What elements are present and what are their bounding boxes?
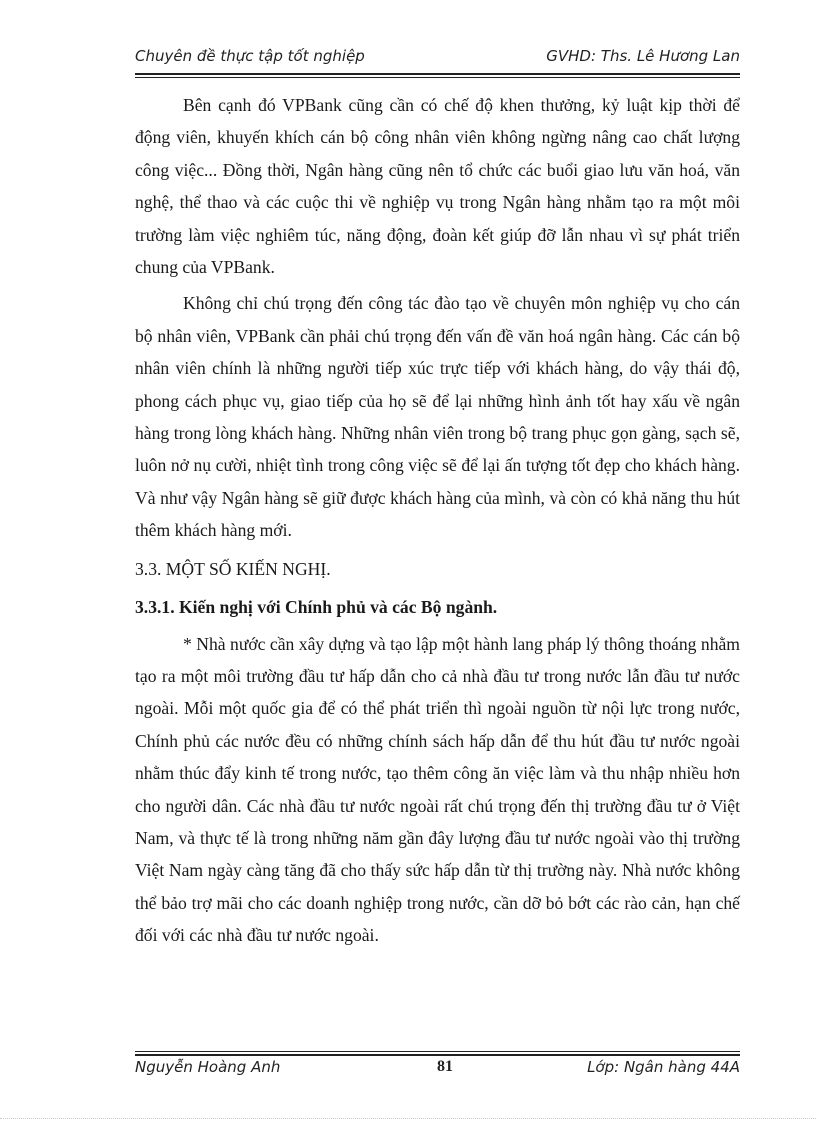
paragraph-3: * Nhà nước cần xây dựng và tạo lập một hành lang pháp lý thông thoáng nhằm tạo ra một môi trường đầu tư hấp dẫn cho cả nhà đầu tư trong nước lẫn đầu tư nước ngoài. Mỗi một quốc gia để có thể phát triển thì ngoài nguồn từ nội lực trong nước, Chính phủ các nước đều có những chính sách hấp dẫn để thu hút đầu tư nước ngoài nhằm thúc đẩy kinh tế trong nước, tạo thêm công ăn việc làm và thu nhập nhiều hơn cho người dân. Các nhà đầu tư nước ngoài rất chú trọng đến thị trường đầu tư ở Việt Nam, và thực tế là trong những năm gần đây lượng đầu tư nước ngoài vào thị trường Việt Nam ngày càng tăng đã cho thấy sức hấp dẫn từ thị trường này. Nhà nước không thể bảo trợ mãi cho các doanh nghiệp trong nước, cần dỡ bỏ bớt các rào cản, hạn chế đối với các nhà đầu tư nước ngoài. (135, 633, 740, 946)
paragraph-1: Bên cạnh đó VPBank cũng cần có chế độ khen thưởng, kỷ luật kịp thời để động viên, khuyến khích cán bộ công nhân viên không ngừng nâng cao chất lượng công việc... Đồng thời, Ngân hàng cũng nên tổ chức các buổi giao lưu văn hoá, văn nghệ, thể thao và các cuộc thi về nghiệp vụ trong Ngân hàng nhằm tạo ra một môi trường làm việc nghiêm túc, năng động, đoàn kết giúp đỡ lẫn nhau vì sự phát triển chung của VPBank. (135, 95, 740, 278)
header-rule-thin (135, 77, 740, 78)
page-body (135, 89, 740, 952)
header-rule-thick (135, 73, 740, 75)
page-edge-divider (0, 1118, 816, 1119)
section-heading: 3.3. MỘT SỐ KIẾN NGHỊ. (135, 558, 331, 579)
page-header (135, 47, 740, 69)
subsection-heading: 3.3.1. Kiến nghị với Chính phủ và các Bộ ngành. (135, 597, 498, 618)
footer-rule-thick (135, 1054, 740, 1056)
page-number: 81 (437, 1058, 453, 1075)
header-title: Chuyên đề thực tập tốt nghiệp (135, 47, 365, 65)
footer-rule-thin (135, 1051, 740, 1052)
footer-author: Nguyễn Hoàng Anh (135, 1058, 281, 1076)
page-footer (135, 1058, 740, 1080)
header-advisor: GVHD: Ths. Lê Hương Lan (546, 47, 740, 65)
footer-class: Lớp: Ngân hàng 44A (587, 1058, 740, 1076)
paragraph-2: Không chỉ chú trọng đến công tác đào tạo về chuyên môn nghiệp vụ cho cán bộ nhân viên, VPBank cần phải chú trọng đến vấn đề văn hoá ngân hàng. Các cán bộ nhân viên chính là những người tiếp xúc trực tiếp với khách hàng, do vậy thái độ, phong cách phục vụ, giao tiếp của họ sẽ để lại những hình ảnh tốt hay xấu về ngân hàng trong lòng khách hàng. Những nhân viên trong bộ trang phục gọn gàng, sạch sẽ, luôn nở nụ cười, nhiệt tình trong công việc sẽ để lại ấn tượng tốt đẹp cho khách hàng. Và như vậy Ngân hàng sẽ giữ được khách hàng của mình, và còn có khả năng thu hút thêm khách hàng mới. (135, 293, 740, 541)
